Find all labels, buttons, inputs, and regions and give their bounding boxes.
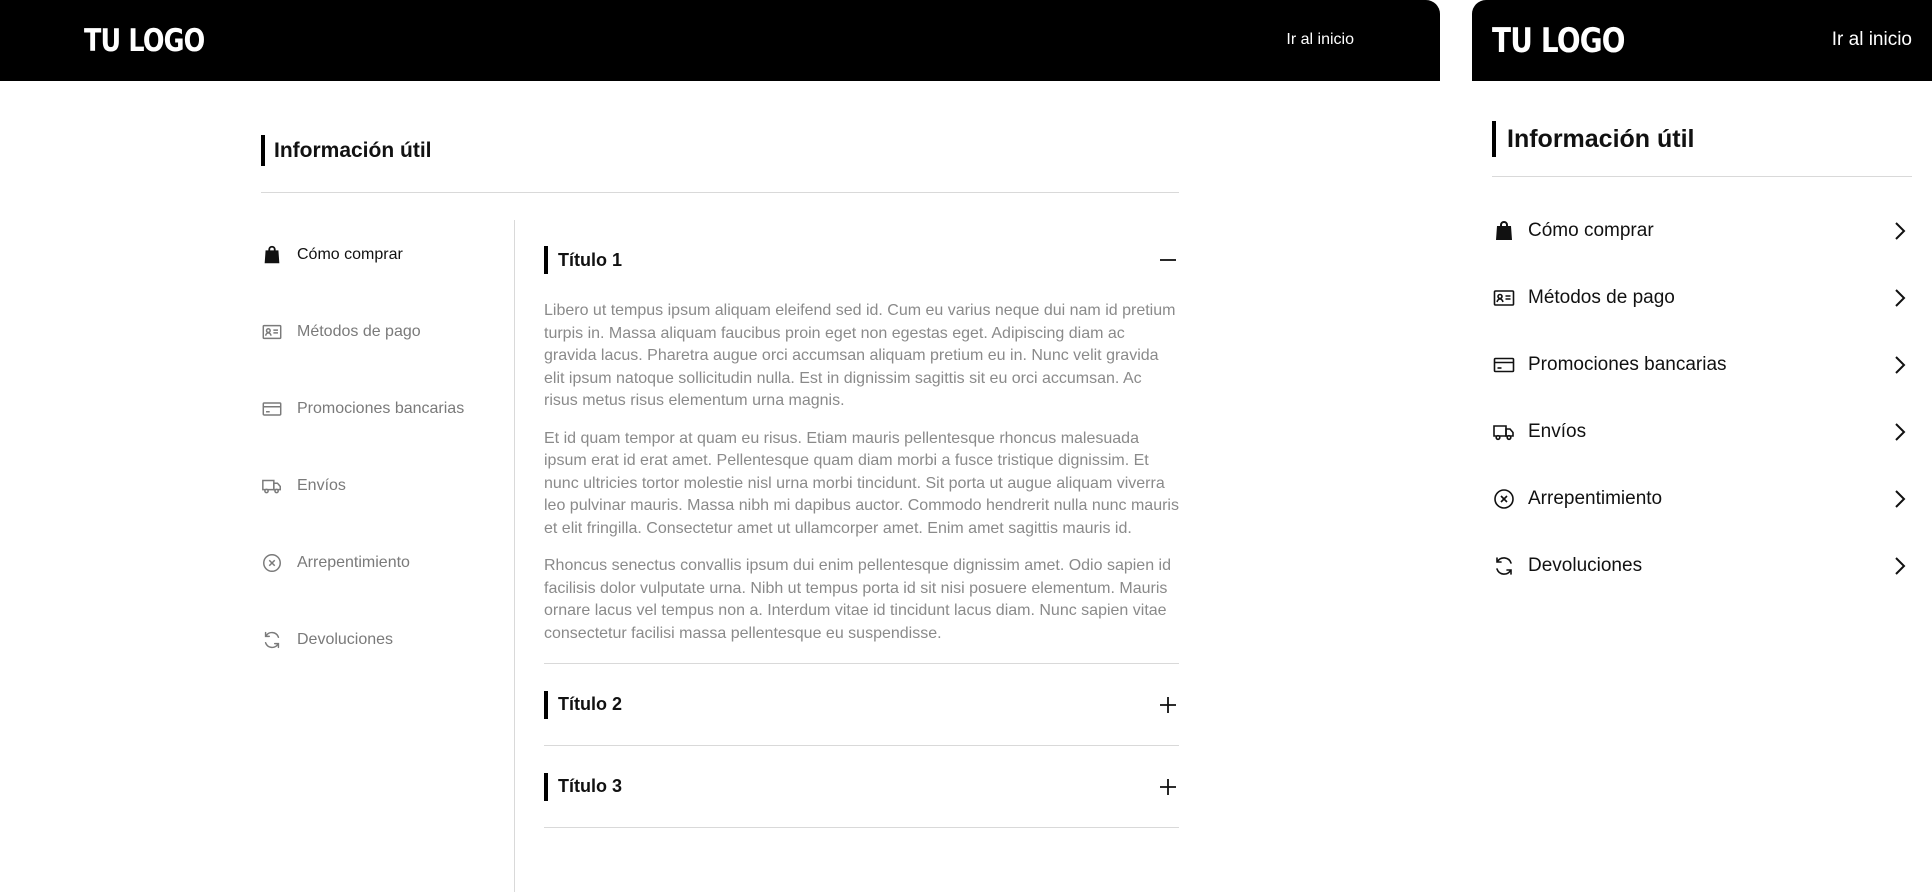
shopping-bag-icon [1492, 219, 1516, 243]
mobile-item-label: Métodos de pago [1528, 287, 1675, 308]
title-accent-bar [261, 135, 265, 166]
sidebar-item-devoluciones[interactable] [261, 629, 393, 651]
plus-icon[interactable] [1157, 776, 1179, 798]
accordion-divider [544, 827, 1179, 828]
sidebar-item-label: Arrepentimiento [297, 554, 410, 571]
mobile-item-envios[interactable] [1492, 406, 1912, 458]
x-circle-icon [1492, 487, 1516, 511]
truck-icon [1492, 420, 1516, 444]
mobile-item-metodos-de-pago[interactable] [1492, 272, 1912, 324]
credit-card-icon [261, 398, 283, 420]
chevron-right-icon [1888, 286, 1912, 310]
logo[interactable]: TU LOGO [84, 23, 205, 59]
home-link[interactable]: Ir al inicio [1286, 31, 1354, 48]
mobile-item-devoluciones[interactable] [1492, 540, 1912, 592]
title-divider [261, 192, 1179, 193]
chevron-right-icon [1888, 420, 1912, 444]
page-title [1492, 121, 1695, 157]
truck-icon [261, 475, 283, 497]
page-title [261, 135, 432, 166]
chevron-right-icon [1888, 353, 1912, 377]
accordion-title: Título 2 [558, 694, 622, 714]
id-card-icon [1492, 286, 1516, 310]
page-title-text: Información útil [1507, 124, 1695, 153]
title-accent-bar [544, 773, 548, 801]
accordion-header-3[interactable] [544, 746, 1179, 827]
mobile-item-arrepentimiento[interactable] [1492, 473, 1912, 525]
page-title-text: Información útil [274, 138, 432, 162]
chevron-right-icon [1888, 487, 1912, 511]
mobile-item-label: Cómo comprar [1528, 220, 1654, 241]
id-card-icon [261, 321, 283, 343]
mobile-item-label: Arrepentimiento [1528, 488, 1663, 509]
faq-accordion [544, 232, 1179, 828]
mobile-item-label: Devoluciones [1528, 555, 1643, 576]
desktop-header [0, 0, 1440, 81]
x-circle-icon [261, 552, 283, 574]
refresh-icon [1492, 554, 1516, 578]
title-accent-bar [544, 691, 548, 719]
accordion-paragraph: Rhoncus senectus convallis ipsum dui enim pellentesque dignissim amet. Odio sapien id facilisis dolor vulputate urna. Nibh ut tempus porta id sit nisi posuere elementum. Mauris ornare lacus vel tempus non a. Interdum vitae id tincidunt lacus diam. Nunc sapien vitae consectetur facilisi massa pellentesque eu suspendisse. [544, 557, 1171, 642]
shopping-bag-icon [261, 244, 283, 266]
minus-icon[interactable] [1157, 249, 1179, 271]
mobile-view [1472, 0, 1932, 892]
sidebar-item-metodos-de-pago[interactable] [261, 321, 421, 343]
sidebar-item-promociones-bancarias[interactable] [261, 398, 464, 420]
plus-icon[interactable] [1157, 694, 1179, 716]
accordion-title: Título 3 [558, 776, 622, 796]
accordion-header-1[interactable] [544, 232, 1179, 288]
sidebar-item-arrepentimiento[interactable] [261, 552, 410, 574]
logo[interactable]: TU LOGO [1492, 21, 1625, 61]
accordion-item [544, 746, 1179, 828]
title-accent-bar [1492, 121, 1496, 157]
accordion-paragraph: Et id quam tempor at quam eu risus. Etiam mauris pellentesque rhoncus malesuada ipsum erat id erat amet. Pellentesque quam diam morbi a fusce tristique dignissim. Et nunc ultricies tortor molestie nisl urna morbi tincidunt. Sit porta ut augue aliquam viverra leo pulvinar mauris. Massa nibh mi dapibus auctor. Commodo hendrerit nulla nunc mauris et elit fringilla. Consectetur amet ut ullamcorper amet. Enim amet sagittis mauris id. [544, 429, 1179, 537]
sidebar-item-label: Métodos de pago [297, 323, 421, 340]
accordion-body [544, 288, 1179, 663]
accordion-item [544, 664, 1179, 746]
title-divider [1492, 176, 1912, 177]
chevron-right-icon [1888, 554, 1912, 578]
accordion-paragraph: Libero ut tempus ipsum aliquam eleifend sed id. Cum eu varius neque dui nam id pretium turpis in. Massa aliquam faucibus proin eget non egestas eget. Adipiscing diam ac gravida lacus. Pharetra augue orci accumsan aliquam pretium eu in. Nunc velit gravida elit ipsum natoque sollicitudin nulla. Est in dignissim sagittis sit eu orci accumsan. Ac risus metus risus elementum urna magnis. [544, 302, 1176, 409]
sidebar-item-label: Devoluciones [297, 631, 394, 648]
refresh-icon [261, 629, 283, 651]
mobile-item-label: Promociones bancarias [1528, 354, 1727, 375]
mobile-header [1472, 0, 1932, 81]
sidebar-item-label: Cómo comprar [297, 246, 403, 263]
mobile-item-label: Envíos [1528, 421, 1587, 442]
accordion-header-2[interactable] [544, 664, 1179, 745]
credit-card-icon [1492, 353, 1516, 377]
chevron-right-icon [1888, 219, 1912, 243]
sidebar-item-envios[interactable] [261, 475, 346, 497]
sidebar-item-label: Envíos [297, 477, 346, 494]
mobile-item-promociones-bancarias[interactable] [1492, 339, 1912, 391]
sidebar-item-label: Promociones bancarias [297, 400, 465, 417]
accordion-title: Título 1 [558, 249, 622, 270]
sidebar [261, 220, 515, 892]
mobile-item-como-comprar[interactable] [1492, 205, 1912, 257]
sidebar-item-como-comprar[interactable] [261, 244, 403, 266]
title-accent-bar [544, 246, 548, 274]
home-link[interactable]: Ir al inicio [1831, 29, 1912, 50]
accordion-item [544, 232, 1179, 664]
